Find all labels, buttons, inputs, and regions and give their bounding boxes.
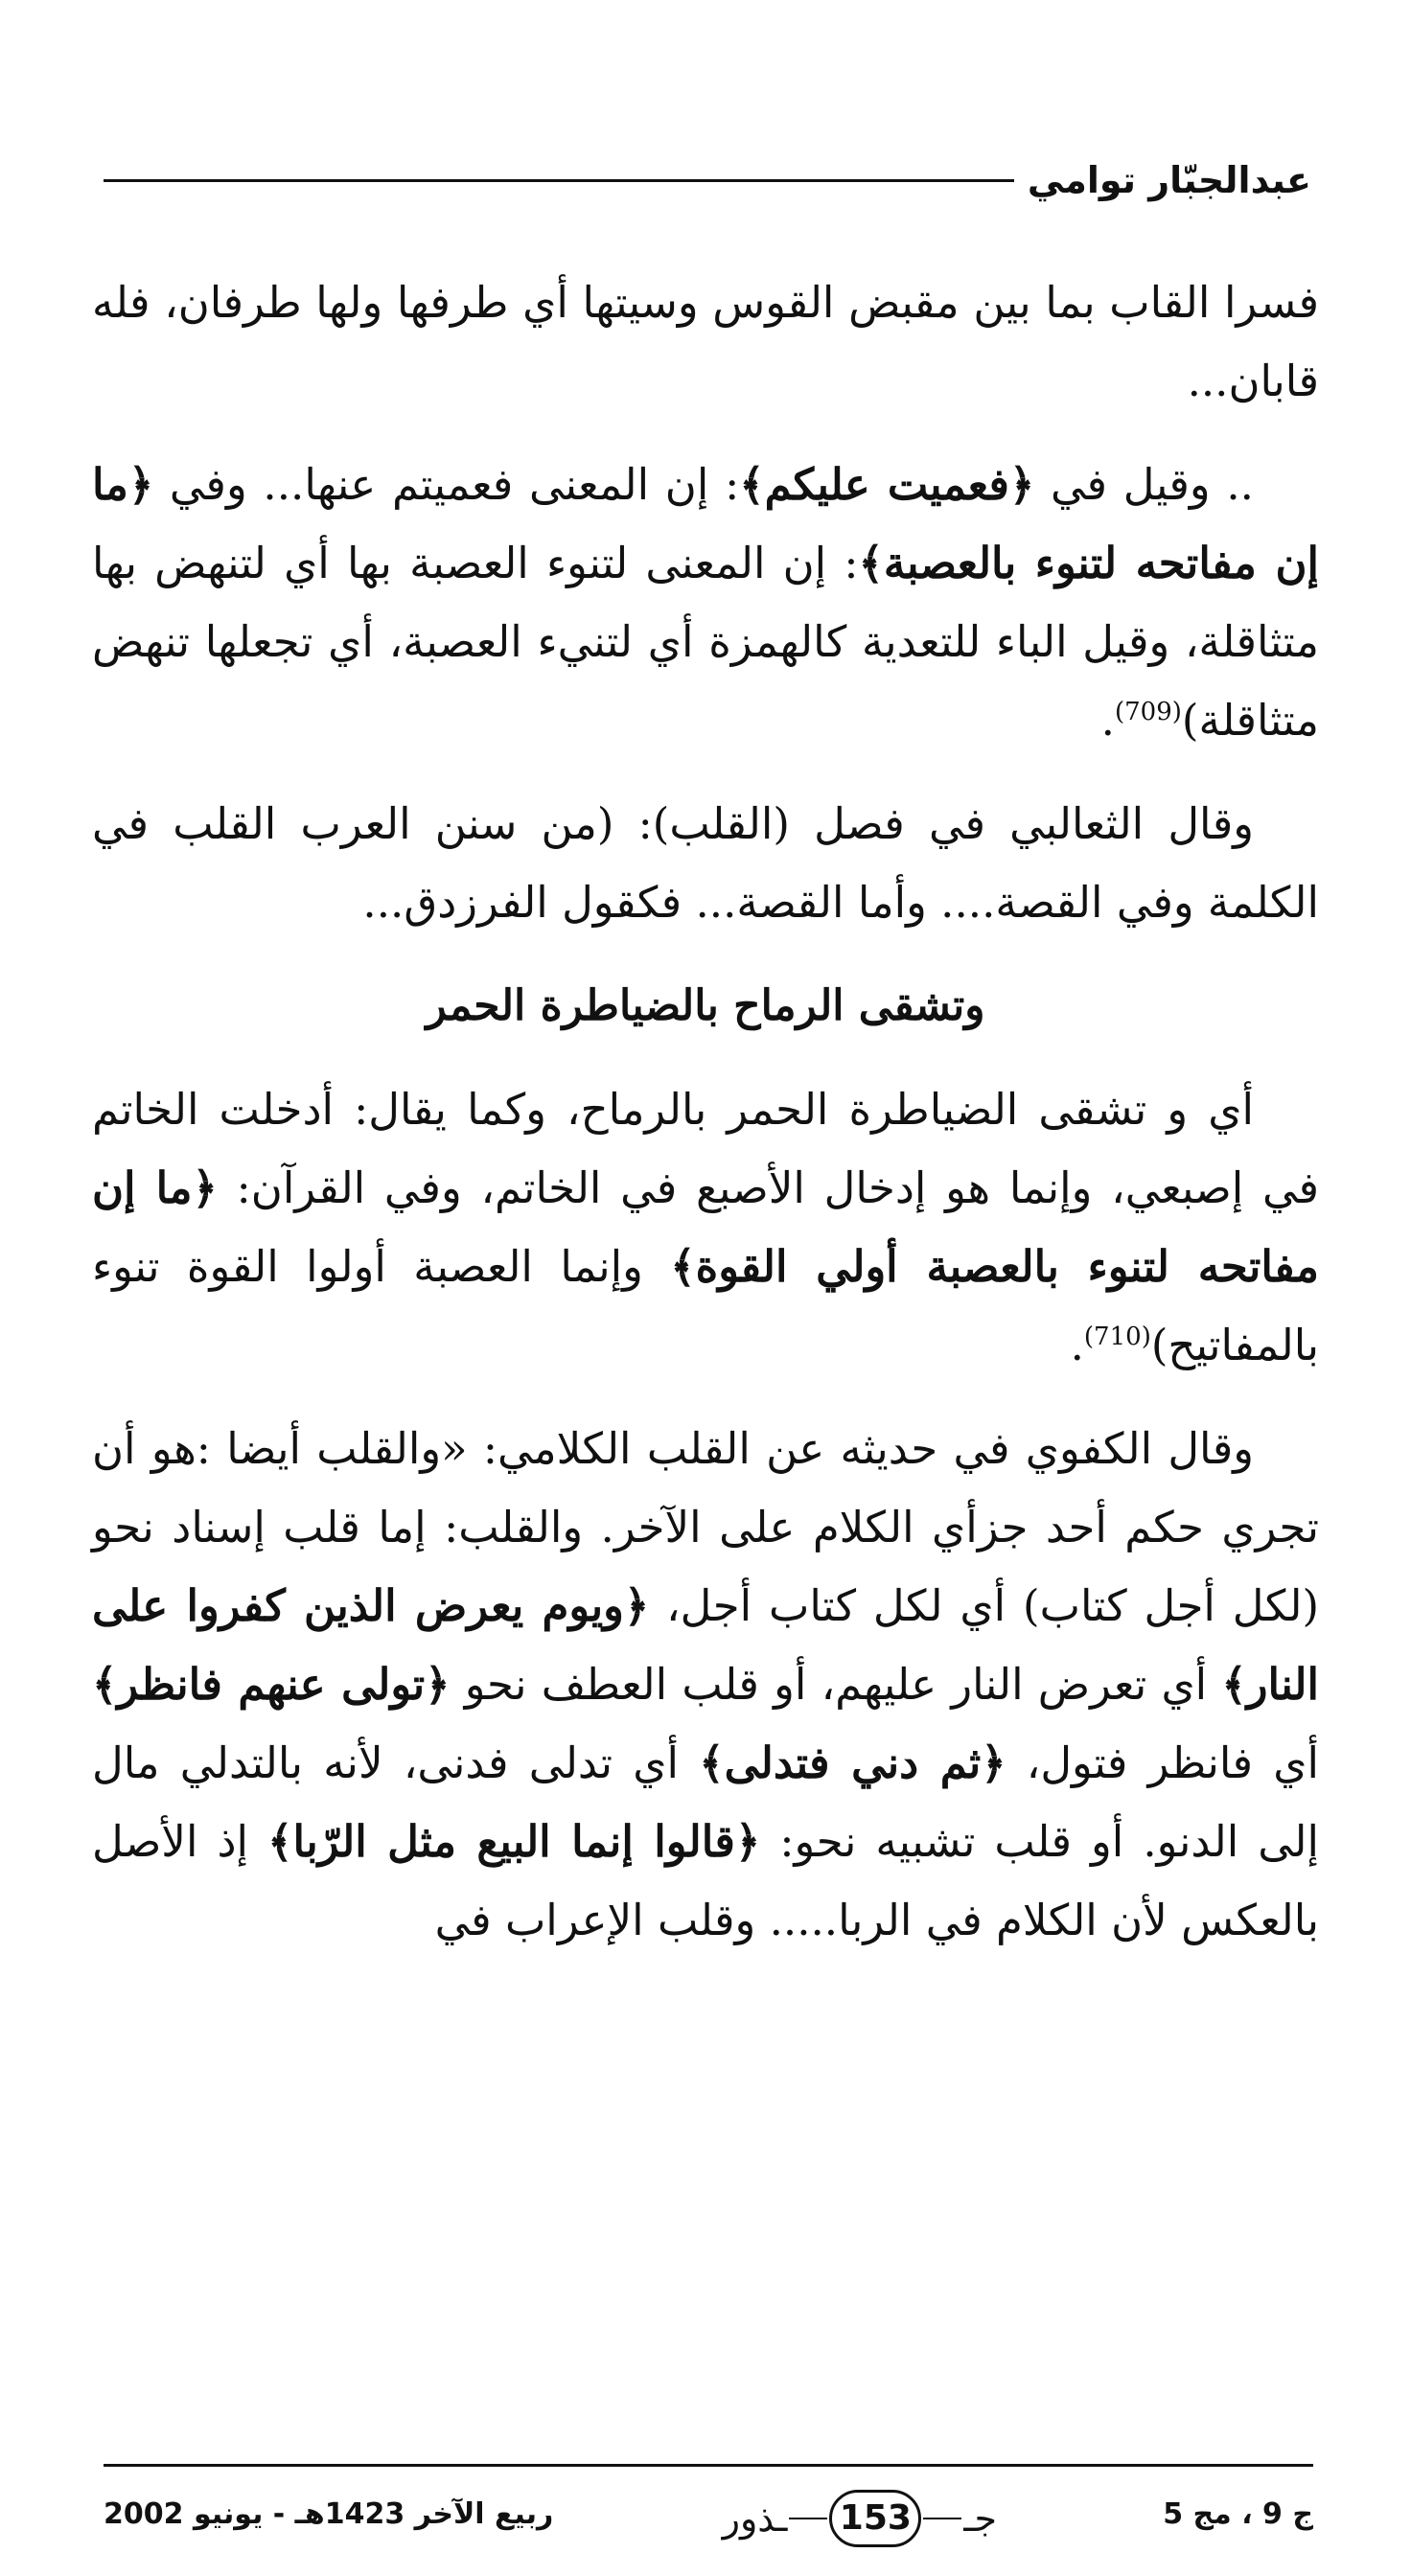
page-number: 153 xyxy=(829,2490,921,2547)
journal-dash xyxy=(789,2518,827,2519)
paragraph xyxy=(92,264,1319,421)
issue-date: ربيع الآخر 1423هـ - يونيو 2002 xyxy=(104,2497,554,2531)
journal-name-part-2: ـذور xyxy=(722,2497,788,2540)
text-run: . xyxy=(1070,1320,1084,1370)
quran-quote: ﴿ما إن مفاتحه لتنوء بالعصبة﴾ xyxy=(92,459,1319,588)
verse-line xyxy=(92,967,1319,1046)
text-run: وقال الثعالبي في فصل (القلب): (من سنن العرب القلب في الكلمة وفي القصة.... وأما القصة... فكقول الفرزدق... xyxy=(92,798,1319,928)
text-run: أي تدلى فدنى، لأنه بالتدلي مال إلى الدنو. أو قلب تشبيه نحو: xyxy=(92,1737,1320,1867)
quran-quote: ﴿ثم دني فتدلى﴾ xyxy=(699,1737,1006,1788)
footer xyxy=(104,2482,1313,2549)
quran-quote: ﴿تولى عنهم فانظر﴾ xyxy=(92,1659,451,1710)
footnote-ref: (709) xyxy=(1114,698,1182,726)
footnote-ref: (710) xyxy=(1083,1322,1151,1351)
paragraph xyxy=(92,785,1319,942)
journal-name xyxy=(723,2490,997,2547)
quran-quote: ﴿فعميت عليكم﴾ xyxy=(739,459,1035,510)
paragraph xyxy=(92,446,1319,760)
text-run: وإنما العصبة أولوا القوة تنوء بالمفاتيح) xyxy=(92,1241,1319,1370)
journal-dash xyxy=(923,2518,961,2519)
quran-quote: ﴿ما إن مفاتحه لتنوء بالعصبة أولي القوة﴾ xyxy=(92,1162,1319,1292)
paragraph xyxy=(92,1070,1319,1385)
text-run: وقال الكفوي في حديثه عن القلب الكلامي: «والقلب أيضا :هو أن تجري حكم أحد جزأي الكلام على الآخر. والقلب: إما قلب إسناد نحو (لكل أجل كتاب) أي لكل كتاب أجل، xyxy=(92,1423,1320,1631)
text-run: : إن المعنى فعميتم عنها... وفي xyxy=(153,459,740,510)
volume-issue: ج 9 ، مج 5 xyxy=(1163,2497,1313,2531)
text-run: .. وقيل في xyxy=(1034,459,1254,510)
body-text xyxy=(92,264,1319,1985)
journal-name-part-1: جـ xyxy=(963,2497,997,2540)
text-run: أي فانظر فتول، xyxy=(1006,1737,1319,1788)
text-run: وتشقى الرماح بالضياطرة الحمر xyxy=(426,981,985,1030)
text-run: إذ الأصل بالعكس لأن الكلام في الربا..... وقلب الإعراب في xyxy=(92,1816,1319,1945)
text-run: . xyxy=(1100,695,1115,746)
quran-quote: ﴿ويوم يعرض الذين كفروا على النار﴾ xyxy=(92,1580,1319,1710)
quran-quote: ﴿قالوا إنما البيع مثل الرّبا﴾ xyxy=(267,1816,761,1867)
text-run: أي و تشقى الضياطرة الحمر بالرماح، وكما يقال: أدخلت الخاتم في إصبعي، وإنما هو إدخال الأصبع في الخاتم، وفي القرآن: xyxy=(92,1084,1319,1213)
paragraph xyxy=(92,1410,1319,1960)
footer-rule xyxy=(104,2464,1313,2467)
text-run: : إن المعنى لتنوء العصبة بها أي لتنهض بها متثاقلة، وقيل الباء للتعدية كالهمزة أي لتنيء العصبة، أي تجعلها تنهض متثاقلة) xyxy=(92,538,1319,746)
running-head xyxy=(104,151,1311,209)
text-run: فسرا القاب بما بين مقبض القوس وسيتها أي طرفها ولها طرفان، فله قابان... xyxy=(92,277,1319,406)
header-rule xyxy=(104,179,1014,182)
text-run: أي تعرض النار عليهم، أو قلب العطف نحو xyxy=(450,1659,1222,1710)
author-name: عبدالجبّار توامي xyxy=(1027,159,1311,201)
